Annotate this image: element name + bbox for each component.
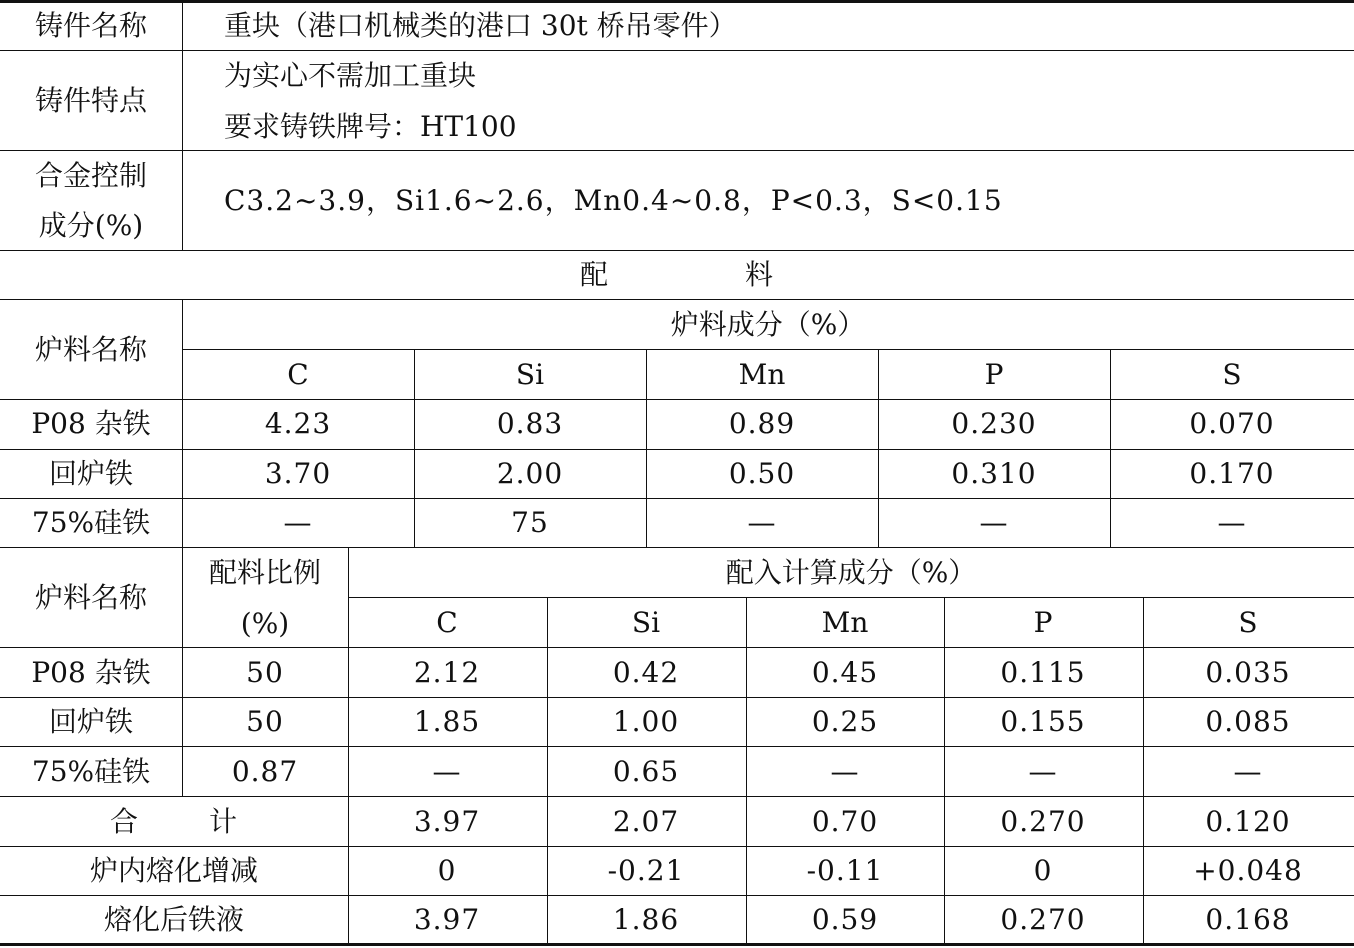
vrule (414, 349, 415, 547)
calc-name-header: 炉料名称 (34, 581, 148, 614)
calc-comp-header: 配入计算成分（%） (725, 556, 977, 589)
charge-cell: 2.00 (496, 457, 564, 490)
summary-cell: 3.97 (413, 903, 481, 936)
charge-cell: 0.070 (1189, 407, 1275, 440)
alloy-value: C3.2~3.9，Si1.6~2.6，Mn0.4~0.8，P<0.3，S<0.15 (224, 184, 1003, 217)
charge-col-p: P (984, 358, 1004, 391)
rule (0, 796, 1354, 797)
rule (0, 547, 1354, 548)
summary-cell: 0 (1033, 854, 1053, 887)
charge-cell: 0.89 (728, 407, 796, 440)
calc-cell: — (1233, 755, 1263, 788)
charge-col-mn: Mn (738, 358, 786, 391)
calc-row-name: 回炉铁 (48, 705, 134, 738)
calc-col-s: S (1238, 606, 1258, 639)
charge-cell: 0.310 (951, 457, 1037, 490)
border-bottom (0, 943, 1354, 946)
summary-cell: 0.270 (1000, 903, 1086, 936)
casting-name-value: 重块（港口机械类的港口 30t 桥吊零件） (224, 9, 737, 42)
rule (0, 250, 1354, 251)
rule (0, 299, 1354, 300)
calc-col-p: P (1033, 606, 1053, 639)
vrule (646, 349, 647, 547)
calc-cell: — (830, 755, 860, 788)
calc-cell: 0.035 (1205, 656, 1291, 689)
rule (0, 498, 1354, 499)
calc-ratio-cell: 50 (246, 705, 284, 738)
charge-cell: 0.83 (496, 407, 564, 440)
vrule (746, 597, 747, 943)
vrule (944, 597, 945, 943)
vrule (1143, 597, 1144, 943)
charge-cell: 0.170 (1189, 457, 1275, 490)
charge-cell: 4.23 (264, 407, 332, 440)
vrule (878, 349, 879, 547)
summary-cell: 1.86 (612, 903, 680, 936)
border-top (0, 0, 1354, 3)
vrule (182, 299, 183, 547)
rule (0, 150, 1354, 151)
summary-total-char-2: 计 (208, 805, 238, 838)
calc-cell: 1.85 (413, 705, 481, 738)
calc-ratio-header-line2: (%) (240, 607, 290, 640)
rule (0, 449, 1354, 450)
charge-cell: — (1217, 506, 1247, 539)
calc-cell: 0.65 (612, 755, 680, 788)
vrule (182, 547, 183, 796)
calc-cell: 0.155 (1000, 705, 1086, 738)
summary-cell: 3.97 (413, 805, 481, 838)
rule (0, 697, 1354, 698)
calc-cell: — (1028, 755, 1058, 788)
calc-cell: 0.42 (612, 656, 680, 689)
calc-cell: 1.00 (612, 705, 680, 738)
charge-cell: — (747, 506, 777, 539)
vrule (348, 547, 349, 943)
calc-cell: — (432, 755, 462, 788)
summary-cell: -0.11 (806, 854, 884, 887)
rule (0, 647, 1354, 648)
charge-col-si: Si (515, 358, 545, 391)
rule (0, 846, 1354, 847)
calc-cell: 0.085 (1205, 705, 1291, 738)
charge-cell: 3.70 (264, 457, 332, 490)
summary-total-char-1: 合 (109, 805, 139, 838)
calc-row-name: 75%硅铁 (31, 755, 151, 788)
calc-ratio-header-line1: 配料比例 (208, 556, 322, 589)
summary-cell: 0.59 (811, 903, 879, 936)
calc-row-name: P08 杂铁 (31, 656, 151, 689)
rule (348, 597, 1354, 598)
charge-cell: — (283, 506, 313, 539)
summary-cell: +0.048 (1193, 854, 1303, 887)
vrule (1110, 349, 1111, 547)
summary-cell: 2.07 (612, 805, 680, 838)
charge-cell: 0.50 (728, 457, 796, 490)
charge-col-s: S (1222, 358, 1242, 391)
summary-cell: 0.270 (1000, 805, 1086, 838)
rule (182, 349, 1354, 350)
calc-cell: 0.115 (1000, 656, 1086, 689)
vrule (547, 597, 548, 943)
charge-comp-header: 炉料成分（%） (670, 308, 866, 341)
charge-cell: — (979, 506, 1009, 539)
summary-cell: 0.168 (1205, 903, 1291, 936)
summary-cell: 0.120 (1205, 805, 1291, 838)
casting-name-label: 铸件名称 (34, 9, 148, 42)
charge-cell: 75 (511, 506, 549, 539)
casting-feature-line1: 为实心不需加工重块 (224, 59, 477, 92)
calc-ratio-cell: 50 (246, 656, 284, 689)
calc-cell: 0.25 (811, 705, 879, 738)
section-title-char-2: 料 (744, 258, 774, 291)
charge-row-name: 回炉铁 (48, 457, 134, 490)
vrule (182, 0, 183, 250)
summary-cell: -0.21 (607, 854, 685, 887)
rule (0, 895, 1354, 896)
calc-col-mn: Mn (821, 606, 869, 639)
summary-cell: 0.70 (811, 805, 879, 838)
summary-cell: 0 (437, 854, 457, 887)
calc-cell: 0.45 (811, 656, 879, 689)
summary-melt-change-label: 炉内熔化增减 (89, 854, 259, 887)
alloy-label-line1: 合金控制 (34, 159, 148, 192)
rule (0, 399, 1354, 400)
rule (0, 50, 1354, 51)
casting-feature-label: 铸件特点 (34, 84, 148, 117)
charge-col-c: C (287, 358, 309, 391)
casting-feature-line2: 要求铸铁牌号：HT100 (224, 110, 517, 143)
calc-cell: 2.12 (413, 656, 481, 689)
charge-row-name: 75%硅铁 (31, 506, 151, 539)
calc-col-si: Si (631, 606, 661, 639)
charge-cell: 0.230 (951, 407, 1037, 440)
charge-row-name: P08 杂铁 (31, 407, 151, 440)
charge-name-header: 炉料名称 (34, 333, 148, 366)
section-title-char-1: 配 (579, 258, 609, 291)
calc-ratio-cell: 0.87 (231, 755, 299, 788)
rule (0, 746, 1354, 747)
calc-col-c: C (436, 606, 458, 639)
summary-molten-iron-label: 熔化后铁液 (103, 903, 245, 936)
alloy-label-line2: 成分(%) (38, 209, 144, 242)
